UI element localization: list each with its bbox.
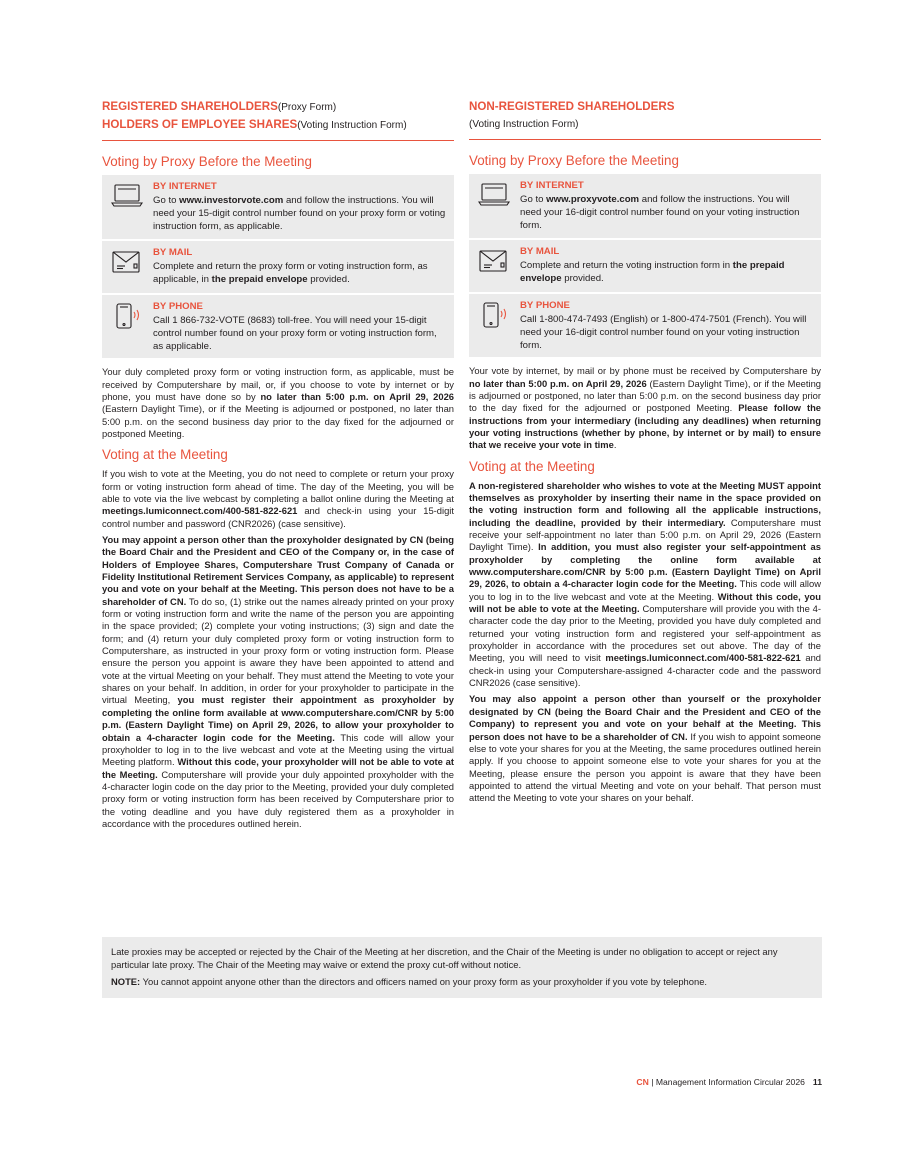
phone-icon <box>111 303 143 329</box>
right-voting-methods <box>469 174 821 357</box>
left-header-line-1: REGISTERED SHAREHOLDERS(Proxy Form) <box>102 100 337 113</box>
left-method-internet <box>102 175 454 241</box>
right-method-internet <box>469 174 821 240</box>
right-meeting-link[interactable]: meetings.lumiconnect.com/400-581-822-621 <box>605 652 801 664</box>
right-phone-label: BY PHONE <box>520 299 570 311</box>
left-meeting-link[interactable]: meetings.lumiconnect.com/400-581-822-621 <box>102 505 298 517</box>
envelope-icon <box>111 249 143 275</box>
right-internet-label: BY INTERNET <box>520 180 584 191</box>
footer-brand: CN <box>636 1077 649 1087</box>
page-footer: CN | Management Information Circular 2026 11 <box>636 1077 822 1087</box>
left-meeting-section-title: Voting at the Meeting <box>102 447 228 463</box>
page-number: 11 <box>812 1077 822 1087</box>
phone-icon <box>478 302 510 328</box>
left-method-phone <box>102 295 454 359</box>
right-column <box>469 98 821 809</box>
right-meeting-paragraph-1: A non-registered shareholder who wishes to vote at the Meeting MUST appoint themselves as proxyholder by inserting their name in the space provided on the voting instruction form and following all the applicable instructions, including the deadline, provided by their intermediary. Computershare must receive your self-appointment no later than 5:00 p.m. on April 29, 2026 (Eastern Daylight Time). In addition, you must also register your self-appointment as proxyholder by completing the online form available at www.computershare.com/CNR by 5:00 p.m. (Eastern Daylight Time) on April 29, 2026, to obtain a 4-character login code for the Meeting. This code will allow you to log in to the live webcast and vote at the Meeting. Without this code, you will not be able to vote at the Meeting. Computershare will provide you with the 4-character code the day prior to the Meeting, provided you have duly completed and returned your voting instruction form and registered your self-appointment as proxyholder in accordance with the procedures set out above. The day of the Meeting, you will need to visit meetings.lumiconnect.com/400-581-822-621 and check-in using your Computershare-assigned 4-character code and the password CNR2026 (case sensitive). <box>469 479 822 689</box>
left-meeting-body <box>102 468 454 830</box>
right-phone-text: Call 1-800-474-7493 (English) or 1-800-474-7501 (French). You will need your 16-digit control number found on your voting instruction form. <box>520 313 807 352</box>
left-phone-text: Call 1 866-732-VOTE (8683) toll-free. You will need your 15-digit control number found on your proxy form or voting instruction form, as applicable. <box>153 314 437 353</box>
right-meeting-paragraph-2: You may also appoint a person other than yourself or the proxyholder designated by CN (being the Board Chair and the President and CEO of the Company) to represent you and vote on your behalf at the Meeting. This person does not have to be a shareholder of CN. If you wish to appoint someone else to vote your shares for you at the Meeting, the same procedures outlined herein apply. If you choose to appoint someone else to vote your shares for you at the Meeting, please ensure the person you appoint is aware that they have been appointed to attend the virtual Meeting and vote on your behalf. That person must attend the Meeting to vote your shares on your behalf. <box>469 693 821 804</box>
envelope-icon <box>478 248 510 274</box>
right-method-phone <box>469 294 821 358</box>
footer-doc-title: Management Information Circular 2026 <box>655 1077 805 1087</box>
left-mail-label: BY MAIL <box>153 246 193 258</box>
left-internet-site[interactable]: www.investorvote.com <box>179 195 284 206</box>
right-mail-text: Complete and return the voting instruction form in the prepaid envelope provided. <box>520 259 785 284</box>
note-paragraph-2: NOTE: You cannot appoint anyone other than the directors and officers named on your proxy form as your proxyholder if you vote by telephone. <box>111 976 708 988</box>
left-proxy-section-title: Voting by Proxy Before the Meeting <box>102 154 312 169</box>
left-header-line-2: HOLDERS OF EMPLOYEE SHARES(Voting Instruction Form) <box>102 118 407 131</box>
right-internet-site[interactable]: www.proxyvote.com <box>546 194 640 205</box>
left-mail-text: Complete and return the proxy form or voting instruction form, as applicable, in the prepaid envelope provided. <box>153 260 428 285</box>
right-meeting-body <box>469 480 821 805</box>
left-header-rule <box>102 140 454 141</box>
left-voting-methods <box>102 175 454 358</box>
right-method-mail <box>469 240 821 294</box>
right-internet-text: Go to www.proxyvote.com and follow the instructions. You will need your 16-digit control number found on your voting instruction form. <box>520 194 800 232</box>
laptop-icon <box>111 183 143 209</box>
left-internet-text: Go to www.investorvote.com and follow the instructions. You will need your 15-digit control number found on your proxy form or voting instruction form, as applicable. <box>153 195 446 233</box>
left-meeting-paragraph-2: You may appoint a person other than the proxyholder designated by CN (being the Board Chair and the President and CEO of the Company or, in the case of Holders of Employee Shares, Computershare Trust Company of Canada or Fidelity Institutional Retirement Services Company, as applicable) to represent you and vote on your behalf at the Meeting. This person does not have to be a shareholder of CN. To do so, (1) strike out the names already printed on your proxy form or voting instruction form and write the name of the person you are appointing in the space provided; (2) complete your voting instructions; (3) sign and date the form; and (4) return your duly completed proxy form or voting instruction form to Computershare, as instructed in your proxy form or voting instruction form. Please ensure the person you appoint is aware they have been appointed to attend and vote at the virtual Meeting on your behalf. They must attend the Meeting to vote your shares on your behalf. In addition, in order for your proxyholder to participate in the virtual Meeting, you must register their appointment as proxyholder by completing the online form available at www.computershare.com/CNR by 5:00 p.m. (Eastern Daylight Time) on April 29, 2026, to allow your proxyholder to obtain a 4-character login code for the Meeting. This code will allow your proxyholder to log in to the live webcast and vote at the Meeting using the virtual Meeting platform. Without this code, your proxyholder will not be able to vote at the Meeting. Computershare will provide your duly appointed proxyholder with the 4-character login code on the day prior to the Meeting, provided your duly completed proxy form or voting instruction form has been received by Computershare prior to the voting deadline and you have duly registered them as a proxyholder in accordance with the procedures outlined herein. <box>102 534 455 829</box>
laptop-icon <box>478 182 510 208</box>
note-paragraph-1: Late proxies may be accepted or rejected by the Chair of the Meeting at her discretion, and the Chair of the Meeting is under no obligation to accept or reject any particular late proxy. The Chair of the Meeting may waive or extend the proxy cut-off without notice. <box>111 946 778 970</box>
right-header-title: NON-REGISTERED SHAREHOLDERS <box>469 100 675 113</box>
late-proxy-note <box>102 937 822 998</box>
left-body <box>102 366 454 440</box>
right-receipt-paragraph: Your vote by internet, by mail or by phone must be received by Computershare by no later than 5:00 p.m. on April 29, 2026 (Eastern Daylight Time), or if the Meeting is adjourned or postponed, no later than 5:00 p.m. on the second business day prior to the day fixed for the adjourned or postponed Meeting. Please follow the instructions from your intermediary (including any deadlines) when returning your voting instructions (whether by phone, by internet or by mail) to ensure that we receive your vote in time. <box>469 365 822 451</box>
left-phone-label: BY PHONE <box>153 300 203 312</box>
right-header-rule <box>469 139 821 140</box>
right-body <box>469 365 821 451</box>
left-receipt-paragraph: Your duly completed proxy form or voting instruction form, as applicable, must be received by Computershare by mail, or, if you choose to vote by internet or by phone, you must have done so by no later than 5:00 p.m. on April 29, 2026 (Eastern Daylight Time), or if the Meeting is adjourned or postponed, no later than 5:00 p.m. on the second business day prior to the day fixed for the adjourned or postponed Meeting. <box>102 366 454 439</box>
right-meeting-section-title: Voting at the Meeting <box>469 458 595 474</box>
left-method-mail <box>102 241 454 295</box>
right-header-sub: (Voting Instruction Form) <box>469 119 579 130</box>
right-proxy-section-title: Voting by Proxy Before the Meeting <box>469 153 679 168</box>
left-internet-label: BY INTERNET <box>153 181 217 192</box>
left-meeting-paragraph-1: If you wish to vote at the Meeting, you do not need to complete or return your proxy form or voting instruction form ahead of time. The day of the Meeting, you will be able to vote via the live webcast by completing a ballot online during the Meeting at meetings.lumiconnect.com/400-581-822-621 and check-in using your 15-digit control number and password (CNR2026) (case sensitive). <box>102 468 454 529</box>
right-mail-label: BY MAIL <box>520 245 560 257</box>
left-column <box>102 98 454 834</box>
